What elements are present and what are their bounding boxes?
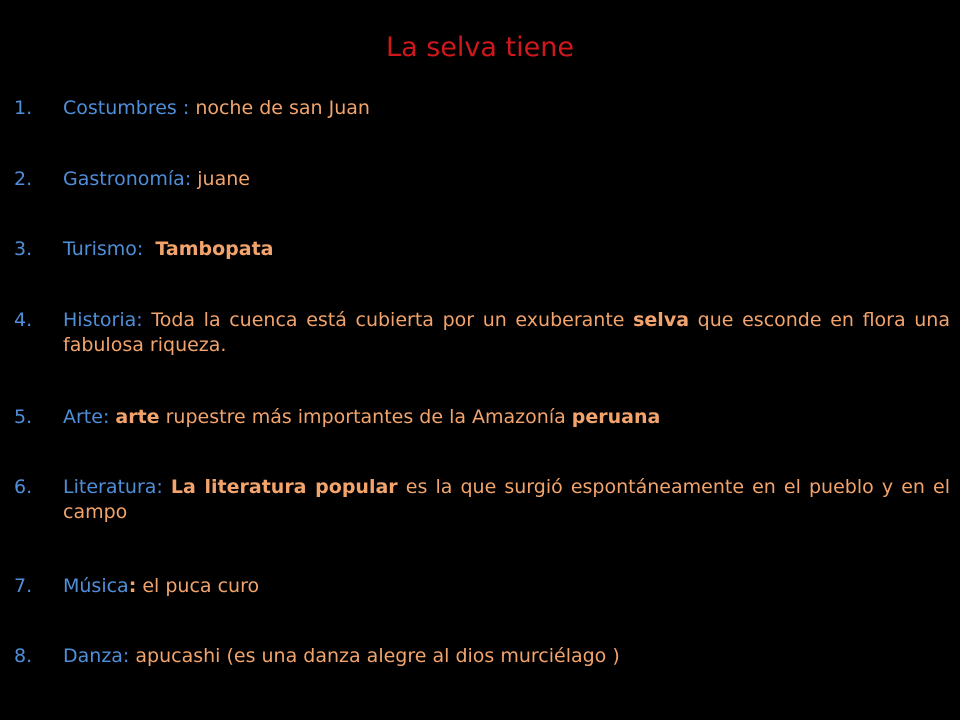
list-item-costumbres xyxy=(14,96,950,121)
item-label: Costumbres : xyxy=(63,97,190,119)
item-label: Literatura: xyxy=(63,476,163,498)
list-number: 4. xyxy=(14,309,33,331)
list-number: 5. xyxy=(14,406,33,428)
item-label: Música xyxy=(63,575,129,597)
item-content: el puca curo xyxy=(136,575,260,597)
list-number: 3. xyxy=(14,238,33,260)
item-content: noche de san Juan xyxy=(189,97,370,119)
list-number: 1. xyxy=(14,97,33,119)
list-item-text xyxy=(63,405,950,430)
list-number: 8. xyxy=(14,645,33,667)
list-item-text xyxy=(63,644,950,669)
item-content: que esconde en flora una fabulosa riqueza. xyxy=(63,309,950,356)
item-content: rupestre más importantes de la Amazonía xyxy=(159,406,572,428)
list-number: 7. xyxy=(14,575,33,597)
slide-title: La selva tiene xyxy=(386,32,574,63)
item-emphasis: selva xyxy=(633,309,690,331)
item-emphasis: La literatura popular xyxy=(170,476,398,498)
list-item-musica xyxy=(14,574,950,599)
item-spacer xyxy=(143,238,155,260)
list-item-arte xyxy=(14,405,950,430)
item-content: Toda la cuenca está cubierta por un exuberante xyxy=(142,309,634,331)
item-label: Gastronomía: xyxy=(63,168,192,190)
item-label: Turismo: xyxy=(63,238,144,260)
list-item-historia xyxy=(14,308,950,358)
list-item-turismo xyxy=(14,237,950,262)
item-colon: : xyxy=(128,575,137,597)
item-content: es la que surgió espontáneamente en el pueblo y en el campo xyxy=(63,476,950,523)
item-content: juane xyxy=(191,168,250,190)
list-item-text xyxy=(63,308,950,358)
item-spacer xyxy=(163,476,171,498)
item-emphasis: arte xyxy=(115,406,160,428)
list-item-gastronomia xyxy=(14,167,950,192)
list-item-text xyxy=(63,167,950,192)
item-emphasis: peruana xyxy=(571,406,661,428)
list-item-text xyxy=(63,475,950,525)
list-item-danza xyxy=(14,644,950,669)
item-emphasis: Tambopata xyxy=(155,238,274,260)
list-number: 2. xyxy=(14,168,33,190)
item-label: Historia: xyxy=(63,309,143,331)
list-item-text xyxy=(63,96,950,121)
list-item-text xyxy=(63,574,950,599)
list-number: 6. xyxy=(14,476,33,498)
list-item-text xyxy=(63,237,950,262)
item-label: Danza: xyxy=(63,645,130,667)
item-label: Arte: xyxy=(63,406,110,428)
list-item-literatura xyxy=(14,475,950,525)
item-content: apucashi (es una danza alegre al dios murciélago ) xyxy=(129,645,620,667)
